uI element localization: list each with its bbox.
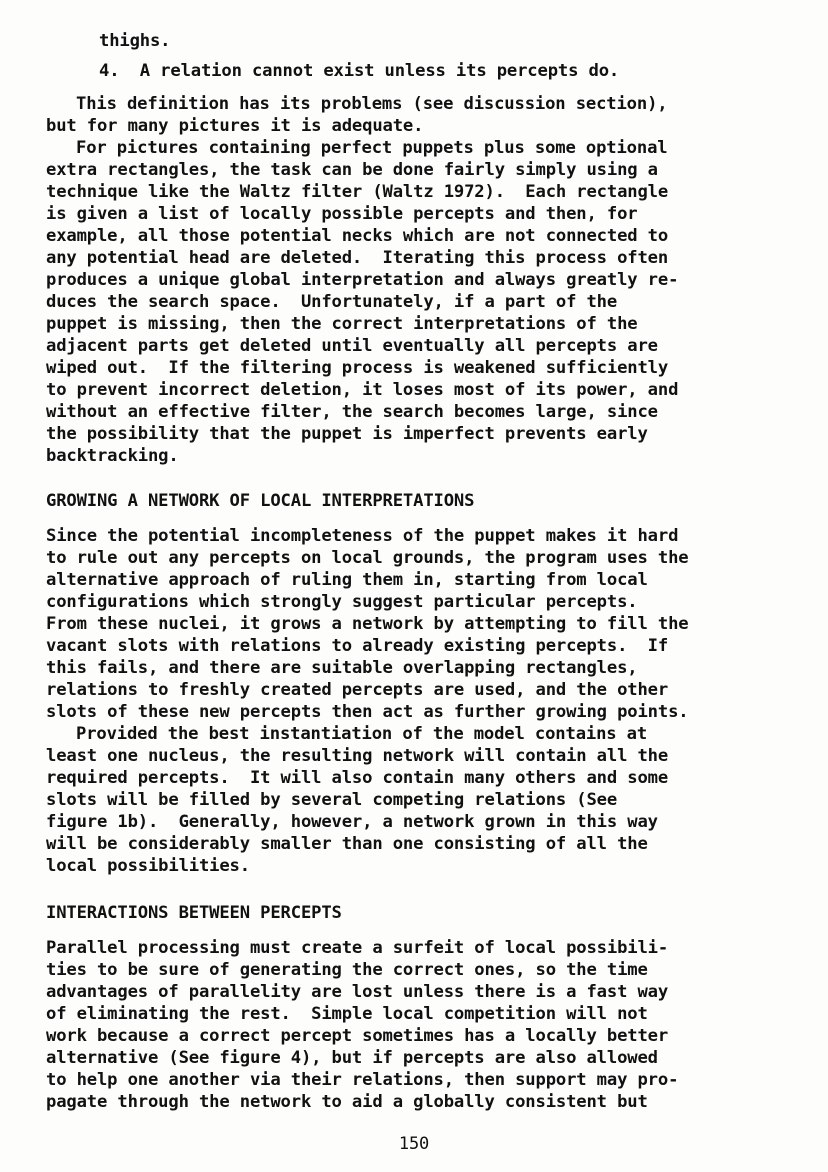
text-line: alternative (See figure 4), but if percepts are also allowed — [46, 1048, 658, 1068]
text-line: vacant slots with relations to already existing percepts. If — [46, 636, 669, 656]
text-line: duces the search space. Unfortunately, if a part of the — [46, 292, 618, 312]
text-line: adjacent parts get deleted until eventually all percepts are — [46, 336, 658, 356]
text-line: backtracking. — [46, 446, 179, 466]
text-line: ties to be sure of generating the correct ones, so the time — [46, 960, 648, 980]
text-line: example, all those potential necks which are not connected to — [46, 226, 669, 246]
text-line: configurations which strongly suggest particular percepts. — [46, 592, 638, 612]
text-line: alternative approach of ruling them in, starting from local — [46, 570, 648, 590]
text-line: This definition has its problems (see discussion section), — [76, 94, 668, 114]
text-line: Parallel processing must create a surfeit of local possibili- — [46, 938, 669, 958]
text-line: slots of these new percepts then act as further growing points. — [46, 702, 689, 722]
text-line: local possibilities. — [46, 856, 250, 876]
section-heading: GROWING A NETWORK OF LOCAL INTERPRETATIONS — [46, 491, 475, 511]
section-heading: INTERACTIONS BETWEEN PERCEPTS — [46, 903, 342, 923]
text-line: this fails, and there are suitable overlapping rectangles, — [46, 658, 638, 678]
text-line: figure 1b). Generally, however, a network grown in this way — [46, 812, 658, 832]
text-line: slots will be filled by several competing relations (See — [46, 790, 618, 810]
text-line: For pictures containing perfect puppets plus some optional — [76, 138, 668, 158]
text-line: puppet is missing, then the correct interpretations of the — [46, 314, 638, 334]
text-line: work because a correct percept sometimes has a locally better — [46, 1026, 669, 1046]
text-line: will be considerably smaller than one consisting of all the — [46, 834, 648, 854]
page-number: 150 — [398, 1134, 430, 1154]
text-line: to help one another via their relations, then support may pro- — [46, 1070, 679, 1090]
text-line: relations to freshly created percepts are used, and the other — [46, 680, 669, 700]
list-item-4: 4. A relation cannot exist unless its percepts do. — [99, 61, 620, 81]
text-line: least one nucleus, the resulting network will contain all the — [46, 746, 669, 766]
text-line: extra rectangles, the task can be done fairly simply using a — [46, 160, 658, 180]
text-line: From these nuclei, it grows a network by attempting to fill the — [46, 614, 689, 634]
text-line: without an effective filter, the search becomes large, since — [46, 402, 658, 422]
text-line: produces a unique global interpretation and always greatly re- — [46, 270, 679, 290]
text-line: thighs. — [99, 31, 171, 51]
text-line: but for many pictures it is adequate. — [46, 116, 424, 136]
text-line: pagate through the network to aid a globally consistent but — [46, 1092, 648, 1112]
text-line: required percepts. It will also contain many others and some — [46, 768, 669, 788]
text-line: to rule out any percepts on local grounds, the program uses the — [46, 548, 689, 568]
text-line: wiped out. If the filtering process is weakened sufficiently — [46, 358, 669, 378]
text-line: of eliminating the rest. Simple local competition will not — [46, 1004, 648, 1024]
text-line: to prevent incorrect deletion, it loses most of its power, and — [46, 380, 679, 400]
text-line: Since the potential incompleteness of the puppet makes it hard — [46, 526, 679, 546]
text-line: the possibility that the puppet is imperfect prevents early — [46, 424, 648, 444]
text-line: Provided the best instantiation of the model contains at — [76, 724, 648, 744]
text-line: is given a list of locally possible percepts and then, for — [46, 204, 638, 224]
text-line: technique like the Waltz filter (Waltz 1972). Each rectangle — [46, 182, 669, 202]
text-line: advantages of parallelity are lost unless there is a fast way — [46, 982, 669, 1002]
text-line: any potential head are deleted. Iterating this process often — [46, 248, 669, 268]
